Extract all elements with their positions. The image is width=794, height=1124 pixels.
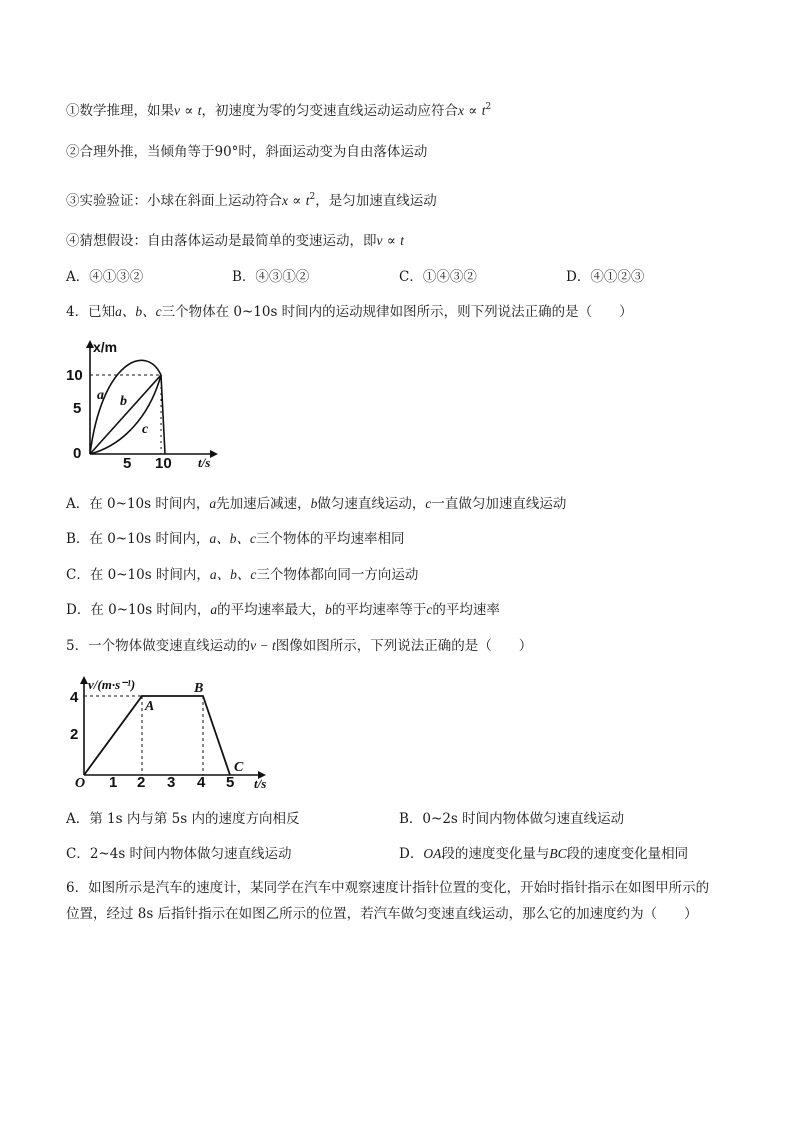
q5-point-b: B (194, 681, 204, 696)
q5-tick-x-1: 1 (109, 774, 118, 791)
q5-point-o: O (75, 776, 86, 791)
q5-tick-x-5: 5 (226, 774, 235, 791)
q5-option-a[interactable]: A．第 1s 内与第 5s 内的速度方向相反 (66, 811, 300, 827)
q4-option-b[interactable]: B．在 0~10s 时间内，a、b、c三个物体的平均速率相同 (66, 531, 405, 547)
q5-option-d[interactable]: D．OA段的速度变化量与BC段的速度变化量相同 (399, 846, 689, 862)
q5-tick-y-2: 2 (70, 726, 79, 743)
q5-x-axis-label: t/s (254, 776, 267, 791)
q4-xt-graph (66, 337, 226, 469)
q4-option-d[interactable]: D．在 0~10s 时间内，a的平均速率最大，b的平均速率等于c的平均速率 (66, 602, 500, 618)
q5-option-c[interactable]: C．2~4s 时间内物体做匀速直线运动 (66, 846, 292, 862)
q4-tick-y-10: 10 (66, 367, 83, 384)
q3-option-c[interactable]: C．①④③② (399, 269, 477, 285)
q4-x-axis-label: t/s (198, 455, 211, 469)
q3-option-b[interactable]: B．④③①② (232, 269, 310, 285)
q6-stem-line-2: 位置，经过 8s 后指针指示在如图乙所示的位置，若汽车做匀变速直线运动，那么它的加速度约为（ ） (66, 906, 698, 922)
q4-option-c[interactable]: C．在 0~10s 时间内，a、b、c三个物体都向同一方向运动 (66, 567, 419, 583)
q5-vt-graph (66, 673, 272, 793)
q5-stem: 5．一个物体做变速直线运动的v − t图像如图所示，下列说法正确的是（ ） (66, 638, 533, 654)
q5-point-a: A (145, 699, 155, 714)
q5-option-b[interactable]: B．0~2s 时间内物体做匀速直线运动 (399, 811, 625, 827)
q4-tick-y-0: 0 (73, 445, 82, 462)
statement-1: ①数学推理，如果v ∝ t，初速度为零的匀变速直线运动运动应符合$x \propto t^2$ (66, 102, 492, 119)
statement-3: ③实验验证：小球在斜面上运动符合$x \propto t^2$，是匀加速直线运动 (66, 192, 437, 209)
q4-option-a[interactable]: A．在 0~10s 时间内，a先加速后减速，b做匀速直线运动，c一直做匀加速直线运动 (66, 496, 567, 512)
q4-tick-x-5: 5 (123, 455, 132, 469)
q4-curve-label-c: c (142, 422, 149, 437)
q4-tick-x-10: 10 (155, 455, 172, 469)
q4-curve-label-b: b (120, 394, 127, 409)
q4-stem: 4．已知a、b、c三个物体在 0~10s 时间内的运动规律如图所示，则下列说法正确的是（ ） (66, 304, 633, 320)
statement-2: ②合理外推，当倾角等于90°时，斜面运动变为自由落体运动 (66, 144, 428, 160)
q5-point-c: C (234, 760, 244, 775)
q4-y-axis-label: x/m (93, 339, 118, 355)
statement-4: ④猜想假设：自由落体运动是最简单的变速运动，即v ∝ t (66, 233, 404, 249)
q3-option-d[interactable]: D．④①②③ (566, 269, 645, 285)
q3-option-a[interactable]: A．④①③② (66, 269, 144, 285)
q6-stem-line-1: 6．如图所示是汽车的速度计，某同学在汽车中观察速度计指针位置的变化，开始时指针指示在如图甲所示的 (66, 880, 710, 896)
q4-curve-label-a: a (97, 388, 104, 403)
q5-tick-x-3: 3 (167, 774, 176, 791)
q5-tick-x-4: 4 (197, 774, 206, 791)
q4-tick-y-5: 5 (73, 400, 82, 417)
q5-y-axis-label: v/(m·s⁻¹) (88, 677, 136, 692)
q5-tick-x-2: 2 (137, 774, 146, 791)
q5-tick-y-4: 4 (70, 689, 79, 706)
